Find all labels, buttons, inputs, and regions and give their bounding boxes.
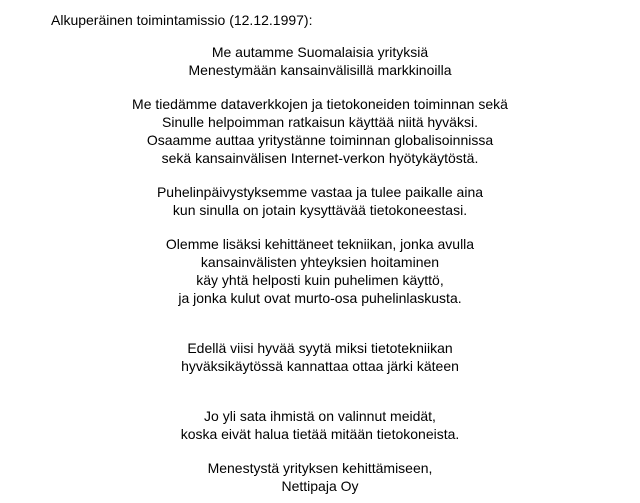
paragraph-line: hyväksikäytössä kannattaa ottaa järki käteen xyxy=(181,358,459,374)
paragraph-line: kun sinulla on jotain kysyttävää tietokoneestasi. xyxy=(172,202,468,218)
paragraph-line: Me autamme Suomalaisia yrityksiä xyxy=(211,44,429,60)
paragraph-line: Olemme lisäksi kehittäneet tekniikan, jonka avulla xyxy=(165,236,475,252)
closing-line: Menestystä yrityksen kehittämiseen, xyxy=(207,460,433,476)
document-heading: Alkuperäinen toimintamissio (12.12.1997): xyxy=(51,12,313,28)
paragraph-line: Sinulle helpoimman ratkaisun käyttää niitä hyväksi. xyxy=(162,114,478,130)
paragraph-line: sekä kansainvälisen Internet-verkon hyötykäytöstä. xyxy=(161,150,479,166)
paragraph-reasons xyxy=(0,339,640,375)
paragraph-line: Puhelinpäivystyksemme vastaa ja tulee paikalle aina xyxy=(156,184,484,200)
paragraph-line: Menestymään kansainvälisillä markkinoilla xyxy=(188,62,452,78)
paragraph-signature xyxy=(0,459,640,495)
paragraph-line: Me tiedämme dataverkkojen ja tietokoneiden toiminnan sekä xyxy=(132,96,508,112)
paragraph-line: Edellä viisi hyvää syytä miksi tietotekniikan xyxy=(187,340,453,356)
company-signature: Nettipaja Oy xyxy=(281,478,359,494)
paragraph-line: Osaamme auttaa yritystänne toiminnan globalisoinnissa xyxy=(146,132,494,148)
paragraph-technology xyxy=(0,235,640,307)
paragraph-line: koska eivät halua tietää mitään tietokoneista. xyxy=(180,426,460,442)
paragraph-line: käy yhtä helposti kuin puhelimen käyttö, xyxy=(196,272,444,288)
paragraph-line: Jo yli sata ihmistä on valinnut meidät, xyxy=(204,408,436,424)
paragraph-intro xyxy=(0,43,640,79)
paragraph-expertise xyxy=(0,95,640,167)
paragraph-support xyxy=(0,183,640,219)
paragraph-line: kansainvälisten yhteyksien hoitaminen xyxy=(200,254,440,270)
paragraph-line: ja jonka kulut ovat murto-osa puhelinlaskusta. xyxy=(178,290,462,306)
paragraph-customers xyxy=(0,407,640,443)
